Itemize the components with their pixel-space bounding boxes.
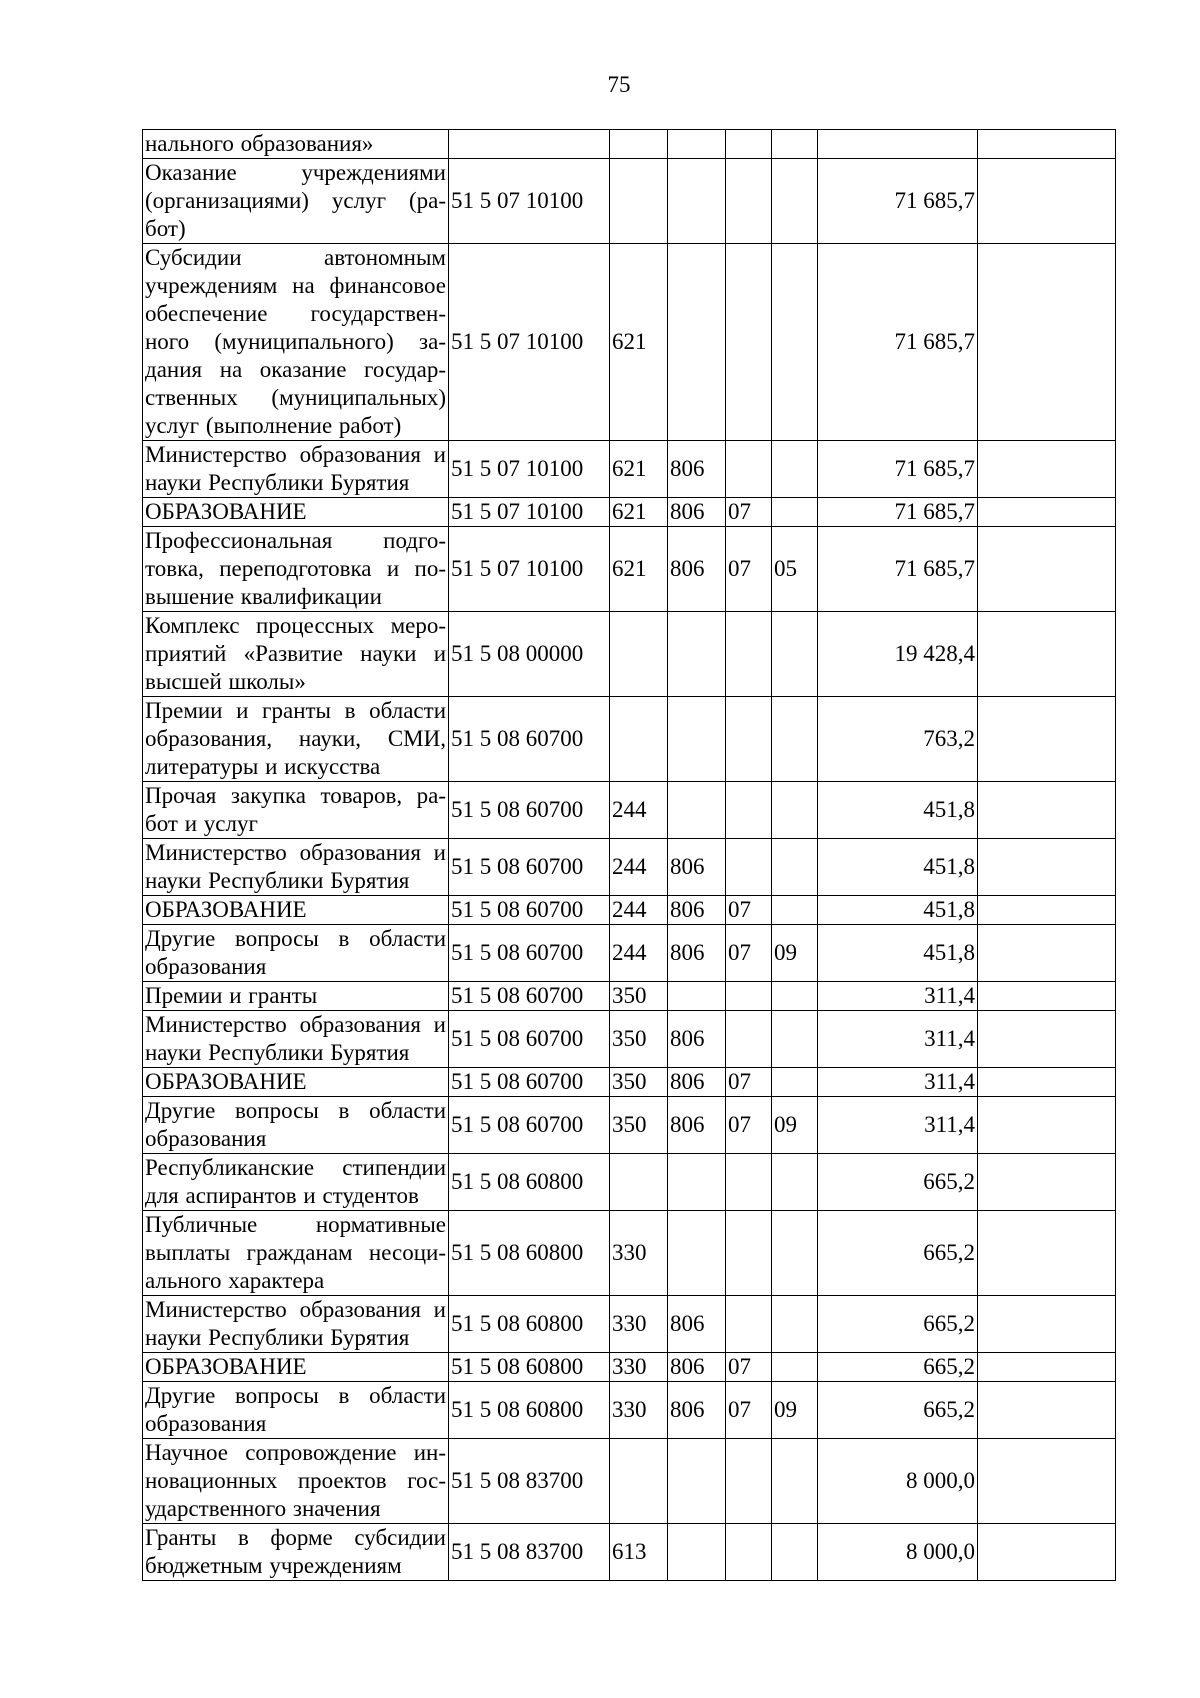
table-row — [143, 130, 1116, 159]
row-ministry-code — [668, 982, 726, 1011]
table-row — [143, 782, 1116, 839]
row-target-code: 51 5 08 60700 — [449, 839, 610, 896]
row-name: Оказание учреждениями (организациями) услуг (ра-бот) — [143, 159, 449, 244]
row-subsection: 05 — [772, 527, 818, 612]
row-expense-type — [610, 1439, 668, 1524]
row-amount: 665,2 — [818, 1296, 978, 1353]
row-target-code: 51 5 07 10100 — [449, 527, 610, 612]
row-name: Субсидии автономным учреждениям на финансовое обеспечение государствен-ного (муниципального) за-дания на оказание государ-ственных (муниципальных) услуг (выполнение работ) — [143, 244, 449, 441]
row-subsection — [772, 130, 818, 159]
row-name: Профессиональная подго-товка, переподготовка и по-вышение квалификации — [143, 527, 449, 612]
row-target-code: 51 5 08 60700 — [449, 1068, 610, 1097]
row-expense-type: 350 — [610, 1097, 668, 1154]
row-expense-type: 244 — [610, 896, 668, 925]
row-ministry-code — [668, 782, 726, 839]
table-row — [143, 1211, 1116, 1296]
row-subsection — [772, 159, 818, 244]
row-extra-amount — [978, 839, 1116, 896]
row-ministry-code: 806 — [668, 1011, 726, 1068]
row-name: Прочая закупка товаров, ра-бот и услуг — [143, 782, 449, 839]
row-amount: 19 428,4 — [818, 612, 978, 697]
table-row — [143, 1097, 1116, 1154]
table-row — [143, 1353, 1116, 1382]
row-name: Другие вопросы в области образования — [143, 1382, 449, 1439]
row-ministry-code: 806 — [668, 498, 726, 527]
row-section — [726, 982, 772, 1011]
row-ministry-code: 806 — [668, 441, 726, 498]
row-section — [726, 1296, 772, 1353]
table-row — [143, 1154, 1116, 1211]
row-target-code: 51 5 08 60800 — [449, 1211, 610, 1296]
row-extra-amount — [978, 130, 1116, 159]
row-target-code: 51 5 08 60800 — [449, 1353, 610, 1382]
row-extra-amount — [978, 925, 1116, 982]
row-target-code: 51 5 08 60700 — [449, 896, 610, 925]
row-subsection: 09 — [772, 925, 818, 982]
row-ministry-code — [668, 612, 726, 697]
row-extra-amount — [978, 1524, 1116, 1581]
row-amount: 71 685,7 — [818, 527, 978, 612]
row-expense-type: 350 — [610, 982, 668, 1011]
row-amount: 8 000,0 — [818, 1524, 978, 1581]
row-expense-type: 330 — [610, 1382, 668, 1439]
row-name: Комплекс процессных меро-приятий «Развитие науки и высшей школы» — [143, 612, 449, 697]
row-amount: 665,2 — [818, 1211, 978, 1296]
table-row — [143, 527, 1116, 612]
table-row — [143, 697, 1116, 782]
row-target-code: 51 5 08 60700 — [449, 782, 610, 839]
row-section: 07 — [726, 527, 772, 612]
row-subsection: 09 — [772, 1097, 818, 1154]
row-expense-type — [610, 1154, 668, 1211]
row-name: Министерство образования и науки Республики Бурятия — [143, 839, 449, 896]
row-target-code: 51 5 07 10100 — [449, 441, 610, 498]
table-row — [143, 441, 1116, 498]
row-extra-amount — [978, 1296, 1116, 1353]
page-number: 75 — [607, 72, 631, 97]
row-extra-amount — [978, 244, 1116, 441]
row-section: 07 — [726, 1353, 772, 1382]
row-name: Премии и гранты — [143, 982, 449, 1011]
row-target-code: 51 5 08 60700 — [449, 697, 610, 782]
row-section — [726, 130, 772, 159]
row-name: ОБРАЗОВАНИЕ — [143, 1353, 449, 1382]
row-ministry-code — [668, 159, 726, 244]
row-amount: 71 685,7 — [818, 159, 978, 244]
table-row — [143, 498, 1116, 527]
row-section — [726, 1011, 772, 1068]
row-ministry-code: 806 — [668, 527, 726, 612]
row-extra-amount — [978, 982, 1116, 1011]
table-row — [143, 1296, 1116, 1353]
row-amount: 71 685,7 — [818, 441, 978, 498]
row-expense-type: 330 — [610, 1353, 668, 1382]
row-extra-amount — [978, 612, 1116, 697]
row-ministry-code: 806 — [668, 925, 726, 982]
row-subsection — [772, 1211, 818, 1296]
row-subsection: 09 — [772, 1382, 818, 1439]
row-extra-amount — [978, 896, 1116, 925]
row-amount: 665,2 — [818, 1154, 978, 1211]
row-subsection — [772, 612, 818, 697]
row-target-code: 51 5 07 10100 — [449, 244, 610, 441]
row-name: Другие вопросы в области образования — [143, 925, 449, 982]
row-section — [726, 1439, 772, 1524]
row-ministry-code: 806 — [668, 839, 726, 896]
row-extra-amount — [978, 1097, 1116, 1154]
table-row — [143, 159, 1116, 244]
row-subsection — [772, 1068, 818, 1097]
row-ministry-code — [668, 130, 726, 159]
row-name: Гранты в форме субсидии бюджетным учреждениям — [143, 1524, 449, 1581]
row-extra-amount — [978, 527, 1116, 612]
row-expense-type: 621 — [610, 244, 668, 441]
row-ministry-code: 806 — [668, 1097, 726, 1154]
table-row — [143, 896, 1116, 925]
row-ministry-code: 806 — [668, 1382, 726, 1439]
row-name: ОБРАЗОВАНИЕ — [143, 498, 449, 527]
row-amount: 311,4 — [818, 1068, 978, 1097]
row-target-code: 51 5 08 60700 — [449, 1097, 610, 1154]
row-section — [726, 159, 772, 244]
row-expense-type: 330 — [610, 1211, 668, 1296]
row-target-code: 51 5 07 10100 — [449, 159, 610, 244]
row-ministry-code — [668, 697, 726, 782]
row-section: 07 — [726, 925, 772, 982]
row-subsection — [772, 441, 818, 498]
table-row — [143, 1524, 1116, 1581]
row-ministry-code: 806 — [668, 1068, 726, 1097]
table-row — [143, 1068, 1116, 1097]
row-expense-type: 350 — [610, 1011, 668, 1068]
row-target-code: 51 5 08 83700 — [449, 1524, 610, 1581]
row-section — [726, 1524, 772, 1581]
row-ministry-code: 806 — [668, 1296, 726, 1353]
table-row — [143, 612, 1116, 697]
row-subsection — [772, 1154, 818, 1211]
row-expense-type — [610, 612, 668, 697]
row-section: 07 — [726, 498, 772, 527]
row-name: Научное сопровождение ин-новационных проектов гос-ударственного значения — [143, 1439, 449, 1524]
row-ministry-code — [668, 1154, 726, 1211]
row-target-code: 51 5 08 60800 — [449, 1154, 610, 1211]
row-section — [726, 839, 772, 896]
table-row — [143, 982, 1116, 1011]
row-expense-type: 244 — [610, 925, 668, 982]
row-target-code: 51 5 08 83700 — [449, 1439, 610, 1524]
row-subsection — [772, 982, 818, 1011]
row-name: ОБРАЗОВАНИЕ — [143, 896, 449, 925]
row-amount: 71 685,7 — [818, 498, 978, 527]
row-name: Другие вопросы в области образования — [143, 1097, 449, 1154]
row-expense-type: 621 — [610, 527, 668, 612]
row-target-code — [449, 130, 610, 159]
row-amount: 311,4 — [818, 1011, 978, 1068]
row-amount — [818, 130, 978, 159]
row-expense-type: 330 — [610, 1296, 668, 1353]
row-amount: 451,8 — [818, 925, 978, 982]
row-amount: 451,8 — [818, 782, 978, 839]
table-row — [143, 1439, 1116, 1524]
row-amount: 451,8 — [818, 839, 978, 896]
row-extra-amount — [978, 1439, 1116, 1524]
row-name: Республиканские стипендии для аспирантов и студентов — [143, 1154, 449, 1211]
table-row — [143, 244, 1116, 441]
row-ministry-code: 806 — [668, 896, 726, 925]
row-subsection — [772, 1353, 818, 1382]
row-subsection — [772, 1296, 818, 1353]
row-target-code: 51 5 08 60800 — [449, 1296, 610, 1353]
row-section — [726, 782, 772, 839]
row-amount: 665,2 — [818, 1382, 978, 1439]
table-row — [143, 925, 1116, 982]
table-row — [143, 839, 1116, 896]
row-expense-type: 621 — [610, 441, 668, 498]
row-extra-amount — [978, 1154, 1116, 1211]
row-extra-amount — [978, 441, 1116, 498]
row-expense-type: 350 — [610, 1068, 668, 1097]
row-section — [726, 1211, 772, 1296]
row-subsection — [772, 498, 818, 527]
row-name: Министерство образования и науки Республики Бурятия — [143, 1011, 449, 1068]
row-extra-amount — [978, 498, 1116, 527]
row-name: ОБРАЗОВАНИЕ — [143, 1068, 449, 1097]
row-amount: 311,4 — [818, 1097, 978, 1154]
row-section: 07 — [726, 1068, 772, 1097]
row-extra-amount — [978, 782, 1116, 839]
row-extra-amount — [978, 159, 1116, 244]
row-amount: 8 000,0 — [818, 1439, 978, 1524]
row-extra-amount — [978, 1068, 1116, 1097]
row-amount: 71 685,7 — [818, 244, 978, 441]
row-amount: 665,2 — [818, 1353, 978, 1382]
row-section — [726, 1154, 772, 1211]
table-row — [143, 1382, 1116, 1439]
row-section — [726, 441, 772, 498]
row-subsection — [772, 1011, 818, 1068]
row-subsection — [772, 839, 818, 896]
row-expense-type: 244 — [610, 839, 668, 896]
row-expense-type: 621 — [610, 498, 668, 527]
row-expense-type — [610, 697, 668, 782]
row-amount: 311,4 — [818, 982, 978, 1011]
row-name: нального образования» — [143, 130, 449, 159]
row-name: Премии и гранты в области образования, науки, СМИ, литературы и искусства — [143, 697, 449, 782]
row-expense-type: 244 — [610, 782, 668, 839]
row-amount: 451,8 — [818, 896, 978, 925]
row-section — [726, 244, 772, 441]
row-ministry-code — [668, 1439, 726, 1524]
row-target-code: 51 5 07 10100 — [449, 498, 610, 527]
row-extra-amount — [978, 1011, 1116, 1068]
row-ministry-code — [668, 1211, 726, 1296]
row-expense-type — [610, 159, 668, 244]
row-section — [726, 612, 772, 697]
row-target-code: 51 5 08 60700 — [449, 925, 610, 982]
row-name: Министерство образования и науки Республики Бурятия — [143, 441, 449, 498]
row-expense-type — [610, 130, 668, 159]
table-row — [143, 1011, 1116, 1068]
budget-table — [142, 129, 1116, 1581]
row-extra-amount — [978, 1211, 1116, 1296]
row-subsection — [772, 244, 818, 441]
row-subsection — [772, 896, 818, 925]
row-section: 07 — [726, 1382, 772, 1439]
row-extra-amount — [978, 1353, 1116, 1382]
row-target-code: 51 5 08 60800 — [449, 1382, 610, 1439]
row-section: 07 — [726, 896, 772, 925]
row-expense-type: 613 — [610, 1524, 668, 1581]
row-name: Публичные нормативные выплаты гражданам несоци-ального характера — [143, 1211, 449, 1296]
row-subsection — [772, 697, 818, 782]
row-section — [726, 697, 772, 782]
row-ministry-code — [668, 244, 726, 441]
row-subsection — [772, 1524, 818, 1581]
row-target-code: 51 5 08 60700 — [449, 982, 610, 1011]
row-target-code: 51 5 08 60700 — [449, 1011, 610, 1068]
row-subsection — [772, 1439, 818, 1524]
row-amount: 763,2 — [818, 697, 978, 782]
row-extra-amount — [978, 697, 1116, 782]
row-subsection — [772, 782, 818, 839]
row-name: Министерство образования и науки Республики Бурятия — [143, 1296, 449, 1353]
row-ministry-code — [668, 1524, 726, 1581]
row-target-code: 51 5 08 00000 — [449, 612, 610, 697]
row-section: 07 — [726, 1097, 772, 1154]
row-extra-amount — [978, 1382, 1116, 1439]
row-ministry-code: 806 — [668, 1353, 726, 1382]
